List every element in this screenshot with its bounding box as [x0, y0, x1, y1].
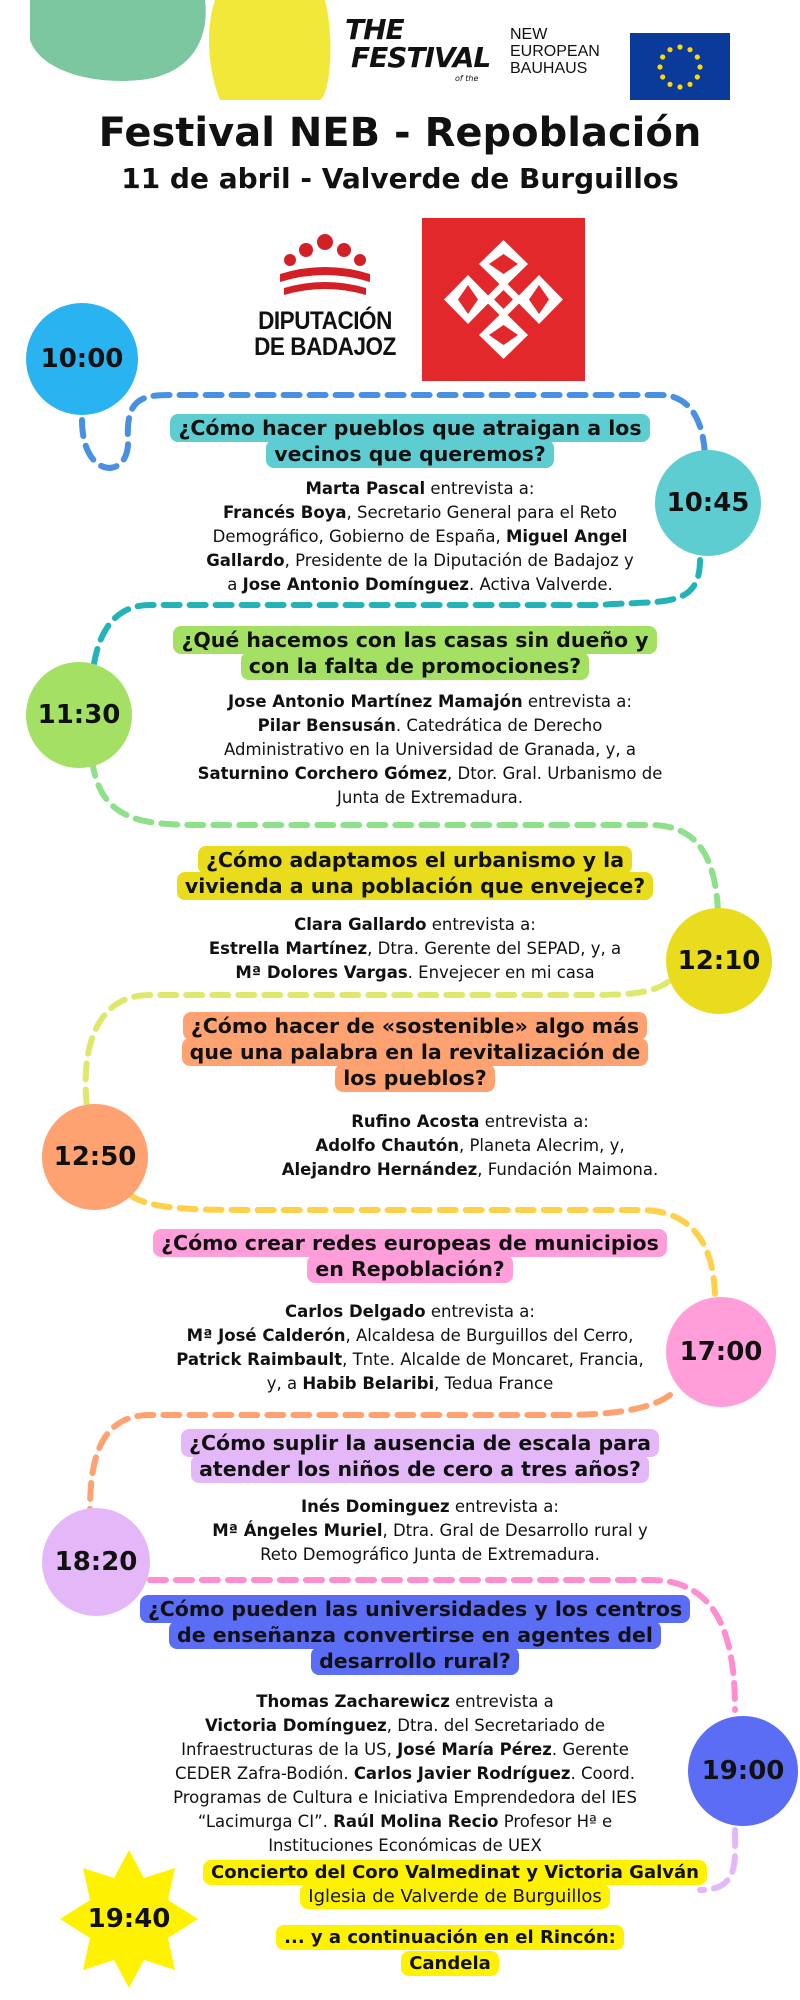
question-6 [175, 1430, 665, 1482]
session-1-details [180, 477, 660, 597]
question-4-line2: que una palabra en la revitalización de [182, 1038, 649, 1066]
time-circle-1210: 12:10 [666, 908, 772, 1014]
festival-logo [345, 14, 515, 94]
detail-text: . Catedrática de Derecho [395, 716, 603, 735]
detail-text: Junta de Extremadura. [337, 788, 523, 807]
interviewer: Inés Dominguez [301, 1497, 450, 1516]
detail-text: a [227, 575, 243, 594]
question-6-line2: atender los niños de cero a tres años? [191, 1455, 649, 1483]
question-5-line2: en Repoblación? [307, 1255, 512, 1283]
session-4-details [240, 1110, 700, 1182]
brand-bauhaus: BAUHAUS [510, 60, 588, 77]
session-5-details [150, 1300, 670, 1396]
guest-name: Pilar Bensusán [257, 716, 396, 735]
regional-emblem [422, 218, 585, 381]
question-2 [170, 627, 660, 679]
session-6-details [190, 1495, 670, 1567]
question-4 [170, 1013, 660, 1091]
question-7 [135, 1596, 695, 1674]
green-blob [30, 0, 206, 81]
guest-name: Jose Antonio Domínguez [242, 575, 470, 594]
guest-name: Habib Belaribi [302, 1374, 435, 1393]
time-circle-1900: 19:00 [688, 1716, 798, 1826]
guest-name: Francés Boya [222, 503, 347, 522]
detail-text: y, a [266, 1374, 303, 1393]
concert-venue: Iglesia de Valverde de Burguillos [300, 1884, 609, 1909]
detail-text: . Coord. [570, 1764, 635, 1783]
session-3-details [170, 913, 660, 985]
detail-text: , Fundación Maimona. [477, 1160, 659, 1179]
new-european-bauhaus-text [510, 26, 600, 77]
crown-icon [240, 230, 410, 308]
time-circle-1130: 11:30 [26, 662, 132, 768]
guest-name: Patrick Raimbault [176, 1350, 343, 1369]
detail-text: Instituciones Económicas de UEX [268, 1836, 542, 1855]
brand-of-the: of the [455, 74, 479, 83]
question-1-line1: ¿Cómo hacer pueblos que atraigan a los [170, 414, 649, 442]
detail-text: Infraestructuras de la US, [181, 1740, 398, 1759]
diputacion-line2: DE BADAJOZ [254, 333, 396, 361]
interviewer: Marta Pascal [305, 479, 426, 498]
guest-name: Miguel Angel [505, 527, 628, 546]
time-circle-1700: 17:00 [666, 1297, 776, 1407]
detail-text: entrevista a: [479, 1112, 589, 1131]
question-4-line3: los pueblos? [335, 1064, 495, 1092]
question-7-line3: desarrollo rural? [311, 1647, 519, 1675]
concert-title [195, 1861, 715, 1909]
guest-name: Saturnino Corchero Gómez [197, 764, 447, 783]
concert-line: Concierto del Coro Valmedinat y Victoria Galván [203, 1860, 707, 1885]
time-1940: 19:40 [87, 1904, 171, 1934]
question-3 [170, 847, 660, 899]
guest-name: Mª Ángeles Muriel [212, 1521, 383, 1540]
interviewer: Rufino Acosta [351, 1112, 480, 1131]
detail-text: entrevista a [449, 1692, 554, 1711]
guest-name: Mª José Calderón [186, 1326, 346, 1345]
detail-text: Administrativo en la Universidad de Granada, y, a [224, 740, 636, 759]
detail-text: . Envejecer en mi casa [407, 963, 595, 982]
detail-text: Programas de Cultura e Iniciativa Emprendedora del IES [173, 1788, 637, 1807]
time-circle-1820: 18:20 [42, 1508, 150, 1616]
detail-text: entrevista a: [425, 479, 535, 498]
question-5 [150, 1230, 670, 1282]
diputacion-name [249, 308, 402, 360]
after-event [250, 1925, 650, 1977]
guest-name: Estrella Martínez [208, 939, 368, 958]
detail-text: entrevista a: [449, 1497, 559, 1516]
time-circle-1045: 10:45 [655, 450, 761, 556]
interviewer: Jose Antonio Martínez Mamajón [228, 692, 523, 711]
question-1 [170, 415, 650, 467]
session-2-details [180, 690, 680, 810]
question-5-line1: ¿Cómo crear redes europeas de municipios [153, 1229, 667, 1257]
guest-name: Raúl Molina Recio [333, 1812, 499, 1831]
interviewer: Thomas Zacharewicz [256, 1692, 450, 1711]
detail-text: , Planeta Alecrim, y, [458, 1136, 625, 1155]
question-4-line1: ¿Cómo hacer de «sostenible» algo más [183, 1012, 647, 1040]
time-circle-1000: 10:00 [26, 303, 138, 415]
guest-name: Adolfo Chautón [315, 1136, 459, 1155]
detail-text: entrevista a: [425, 1302, 535, 1321]
detail-text: , Tnte. Alcalde de Moncaret, Francia, [342, 1350, 644, 1369]
question-6-line1: ¿Cómo suplir la ausencia de escala para [181, 1429, 659, 1457]
brand-new: NEW [510, 26, 548, 43]
detail-text: entrevista a: [522, 692, 632, 711]
question-3-line1: ¿Cómo adaptamos el urbanismo y la [198, 846, 632, 874]
detail-text: . Gerente [551, 1740, 629, 1759]
question-1-line2: vecinos que queremos? [266, 440, 554, 468]
question-7-line2: de enseñanza convertirse en agentes del [169, 1621, 661, 1649]
yellow-blob [209, 0, 330, 100]
detail-text: , Dtra. Gerente del SEPAD, y, a [367, 939, 622, 958]
interviewer: Clara Gallardo [294, 915, 427, 934]
detail-text: , Alcaldesa de Burguillos del Cerro, [345, 1326, 634, 1345]
detail-text: . Activa Valverde. [469, 575, 613, 594]
session-7-details [150, 1690, 660, 1858]
detail-text: entrevista a: [426, 915, 536, 934]
detail-text: , Dtra. del Secretariado de [386, 1716, 606, 1735]
detail-text: , Dtra. Gral de Desarrollo rural y [382, 1521, 648, 1540]
detail-text: “Lacimurga CI”. [197, 1812, 334, 1831]
diputacion-badajoz-logo [240, 230, 410, 370]
after-line1: ... y a continuación en el Rincón: [276, 1925, 624, 1950]
eu-flag-icon [630, 33, 730, 100]
detail-text: , Tedua France [434, 1374, 554, 1393]
guest-name: Alejandro Hernández [281, 1160, 478, 1179]
guest-name: Victoria Domínguez [204, 1716, 387, 1735]
emblem-icon [422, 218, 585, 381]
detail-text: Demográfico, Gobierno de España, [212, 527, 506, 546]
brand-european: EUROPEAN [510, 43, 600, 60]
question-7-line1: ¿Cómo pueden las universidades y los centros [140, 1595, 690, 1623]
time-circle-1250: 12:50 [42, 1104, 148, 1210]
detail-text: Profesor Hª e [498, 1812, 613, 1831]
guest-name: Mª Dolores Vargas [235, 963, 408, 982]
page-title: Festival NEB - Repoblación [98, 110, 702, 156]
brand-the: THE [345, 13, 404, 46]
brand-festival: FESTIVAL [351, 41, 491, 74]
detail-text: CEDER Zafra-Bodión. [175, 1764, 354, 1783]
after-line2: Candela [401, 1951, 499, 1976]
detail-text: , Presidente de la Diputación de Badajoz y [284, 551, 634, 570]
detail-text: Reto Demográfico Junta de Extremadura. [260, 1545, 600, 1564]
diputacion-line1: DIPUTACIÓN [258, 307, 392, 335]
detail-text: , Dtor. Gral. Urbanismo de [447, 764, 663, 783]
question-2-line1: ¿Qué hacemos con las casas sin dueño y [173, 626, 656, 654]
detail-text: , Secretario General para el Reto [346, 503, 618, 522]
question-2-line2: con la falta de promociones? [241, 652, 589, 680]
guest-name: Carlos Javier Rodríguez [353, 1764, 571, 1783]
guest-name: Gallardo [206, 551, 285, 570]
question-3-line2: vivienda a una población que envejece? [177, 872, 653, 900]
guest-name: José María Pérez [397, 1740, 552, 1759]
interviewer: Carlos Delgado [285, 1302, 426, 1321]
page-subtitle: 11 de abril - Valverde de Burguillos [121, 162, 679, 195]
